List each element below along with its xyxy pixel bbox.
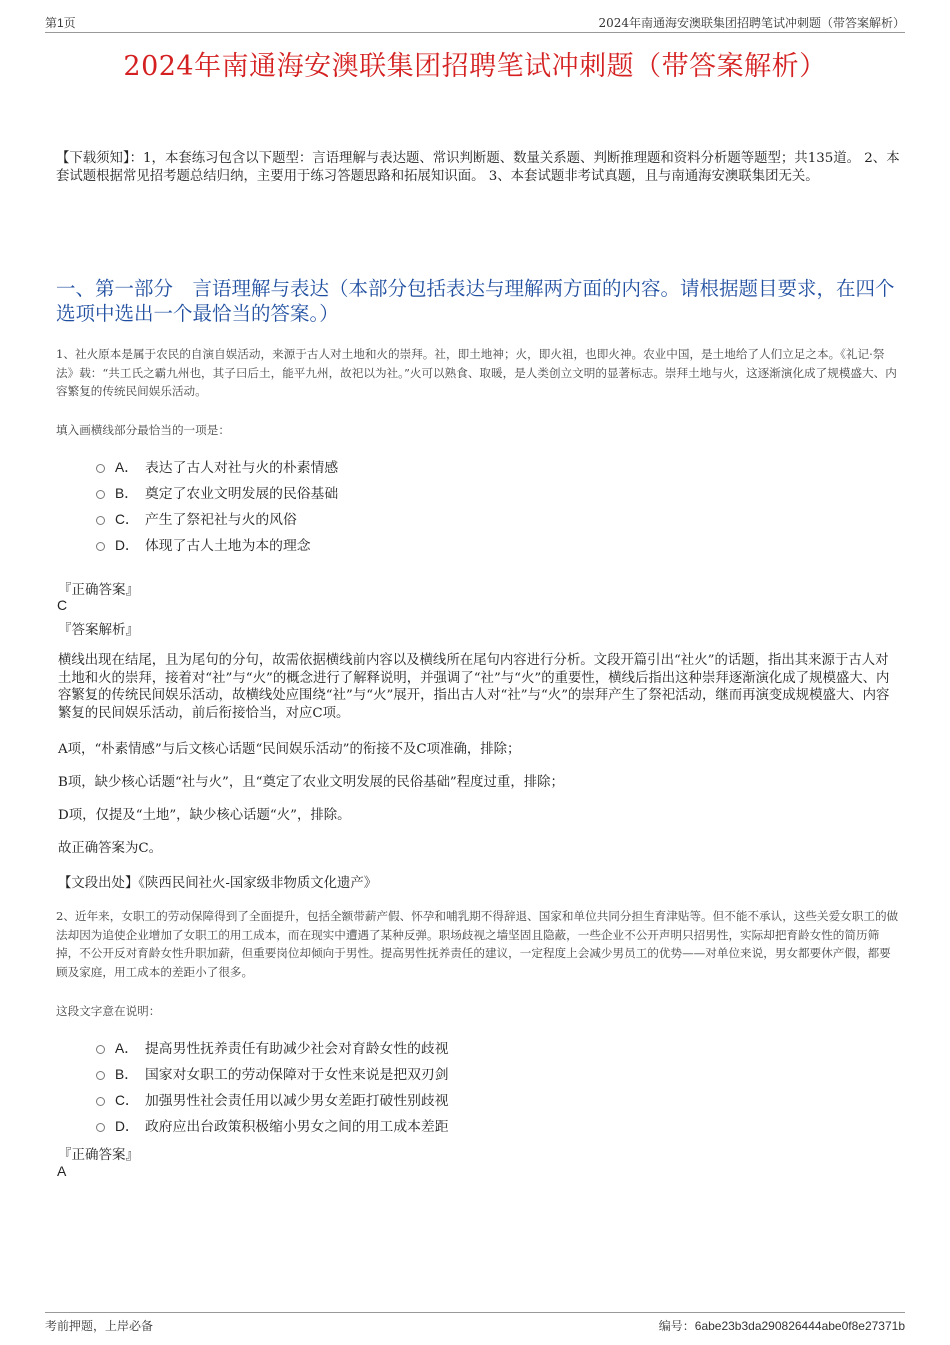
question-1-answer: C bbox=[57, 597, 68, 613]
question-1-passage: 1、社火原本是属于农民的自演自娱活动，来源于古人对土地和火的崇拜。社，即土地神；火，即火祖，也即火神。农业中国，是土地给了人们立足之本。《礼记·祭法》载：“共工氏之霸九州也，其子曰后土，能平九州，故祀以为社。”火可以熟食、取暖，是人类创立文明的显著标志。崇拜土地与火，这逐渐演化成了规模盛大、内容繁复的传统民间娱乐活动。 bbox=[56, 347, 897, 398]
question-1-prompt: 填入画横线部分最恰当的一项是： bbox=[56, 423, 230, 437]
option-text: 奠定了农业文明发展的民俗基础 bbox=[145, 486, 339, 502]
question-1-analysis-b: B项，缺少核心话题“社与火”，且“奠定了农业文明发展的民俗基础”程度过重，排除； bbox=[58, 775, 564, 790]
question-2-prompt: 这段文字意在说明： bbox=[56, 1004, 161, 1018]
question-1-analysis-a: A项，“朴素情感”与后文核心话题“民间娱乐活动”的衔接不及C项准确，排除； bbox=[58, 742, 521, 757]
footer-slogan: 考前押题，上岸必备 bbox=[45, 1319, 154, 1333]
question-1-answer-label: 『正确答案』 bbox=[58, 582, 139, 598]
question-2-option-a[interactable]: A． 提高男性抚养责任有助减少社会对育龄女性的歧视 bbox=[96, 1034, 449, 1060]
question-2-answer-label: 『正确答案』 bbox=[58, 1147, 139, 1163]
radio-icon[interactable] bbox=[96, 516, 105, 525]
question-2-passage: 2、近年来，女职工的劳动保障得到了全面提升，包括全额带薪产假、怀孕和哺乳期不得辞退、国家和单位共同分担生育津贴等。但不能不承认，这些关爱女职工的做法却因为追使企业增加了女职工的用工成本，而在现实中遭遇了某种反弹。职场歧视之墙坚固且隐蔽，一些企业不公开声明只招男性，实际却把育龄女性的简历筛掉，不公开反对育龄女性升职加薪，但重要岗位却倾向于男性。提高男性抚养责任的建议，一定程度上会减少男员工的优势——对单位来说，男女都要休产假，都要顾及家庭，用工成本的差距小了很多。 bbox=[56, 909, 899, 979]
page-header bbox=[45, 14, 905, 33]
question-2-options bbox=[96, 1034, 449, 1138]
question-1-option-d[interactable]: D． 体现了古人土地为本的理念 bbox=[96, 531, 338, 557]
header-doc-title: 2024年南通海安澳联集团招聘笔试冲刺题（带答案解析） bbox=[598, 16, 905, 30]
radio-icon[interactable] bbox=[96, 1045, 105, 1054]
option-text: 国家对女职工的劳动保障对于女性来说是把双刃剑 bbox=[145, 1067, 449, 1083]
option-text: 体现了古人土地为本的理念 bbox=[145, 538, 311, 554]
option-text: 提高男性抚养责任有助减少社会对育龄女性的歧视 bbox=[145, 1041, 449, 1057]
question-1-option-a[interactable]: A． 表达了古人对社与火的朴素情感 bbox=[96, 453, 338, 479]
section-title: 一、第一部分 言语理解与表达（本部分包括表达与理解两方面的内容。请根据题目要求，在四个选项中选出一个最恰当的答案。） bbox=[56, 277, 895, 325]
question-1-option-c[interactable]: C． 产生了祭祀社与火的风俗 bbox=[96, 505, 338, 531]
page-number: 第1页 bbox=[45, 16, 76, 30]
question-2-option-c[interactable]: C． 加强男性社会责任用以减少男女差距打破性别歧视 bbox=[96, 1086, 449, 1112]
question-1-source: 【文段出处】《陕西民间社火-国家级非物质文化遗产》 bbox=[58, 876, 378, 891]
radio-icon[interactable] bbox=[96, 490, 105, 499]
question-2-option-d[interactable]: D． 政府应出台政策积极缩小男女之间的用工成本差距 bbox=[96, 1112, 449, 1138]
question-2-answer: A bbox=[57, 1163, 67, 1179]
page-footer bbox=[45, 1312, 905, 1335]
footer-code: 编号：6abe23b3da290826444abe0f8e27371b bbox=[658, 1319, 905, 1333]
option-text: 政府应出台政策积极缩小男女之间的用工成本差距 bbox=[145, 1119, 449, 1135]
question-1-option-b[interactable]: B． 奠定了农业文明发展的民俗基础 bbox=[96, 479, 338, 505]
option-text: 产生了祭祀社与火的风俗 bbox=[145, 512, 297, 528]
radio-icon[interactable] bbox=[96, 1123, 105, 1132]
radio-icon[interactable] bbox=[96, 1097, 105, 1106]
question-1-analysis-conclusion: 故正确答案为C。 bbox=[58, 841, 162, 856]
radio-icon[interactable] bbox=[96, 464, 105, 473]
download-notice: 【下载须知】：1，本套练习包含以下题型：言语理解与表达题、常识判断题、数量关系题、判断推理题和资料分析题等题型；共135道。 2、本套试题根据常见招考题总结归纳，主要用于练习答题思路和拓展知识面。 3、本套试题非考试真题，且与南通海安澳联集团无关。 bbox=[56, 151, 900, 184]
question-2-option-b[interactable]: B． 国家对女职工的劳动保障对于女性来说是把双刃剑 bbox=[96, 1060, 449, 1086]
option-text: 表达了古人对社与火的朴素情感 bbox=[145, 460, 339, 476]
radio-icon[interactable] bbox=[96, 542, 105, 551]
question-1-analysis-label: 『答案解析』 bbox=[58, 622, 139, 638]
question-1-analysis-d: D项，仅提及“土地”，缺少核心话题“火”，排除。 bbox=[58, 808, 351, 823]
question-1-options bbox=[96, 453, 338, 557]
option-text: 加强男性社会责任用以减少男女差距打破性别歧视 bbox=[145, 1093, 449, 1109]
document-title: 2024年南通海安澳联集团招聘笔试冲刺题（带答案解析） bbox=[123, 51, 827, 82]
question-1-analysis-main: 横线出现在结尾，且为尾句的分句，故需依据横线前内容以及横线所在尾句内容进行分析。文段开篇引出“社火”的话题，指出其来源于古人对土地和火的崇拜，接着对“社”与“火”的概念进行了解释说明，并强调了“社”与“火”的重要性，横线后指出这种崇拜逐渐演化成了规模盛大、内容繁复的传统民间娱乐活动，故横线处应围绕“社”与“火”展开，指出古人对“社”与“火”的崇拜产生了祭祀活动，继而再演变成规模盛大、内容繁复的民间娱乐活动，前后衔接恰当，对应C项。 bbox=[58, 653, 890, 721]
radio-icon[interactable] bbox=[96, 1071, 105, 1080]
